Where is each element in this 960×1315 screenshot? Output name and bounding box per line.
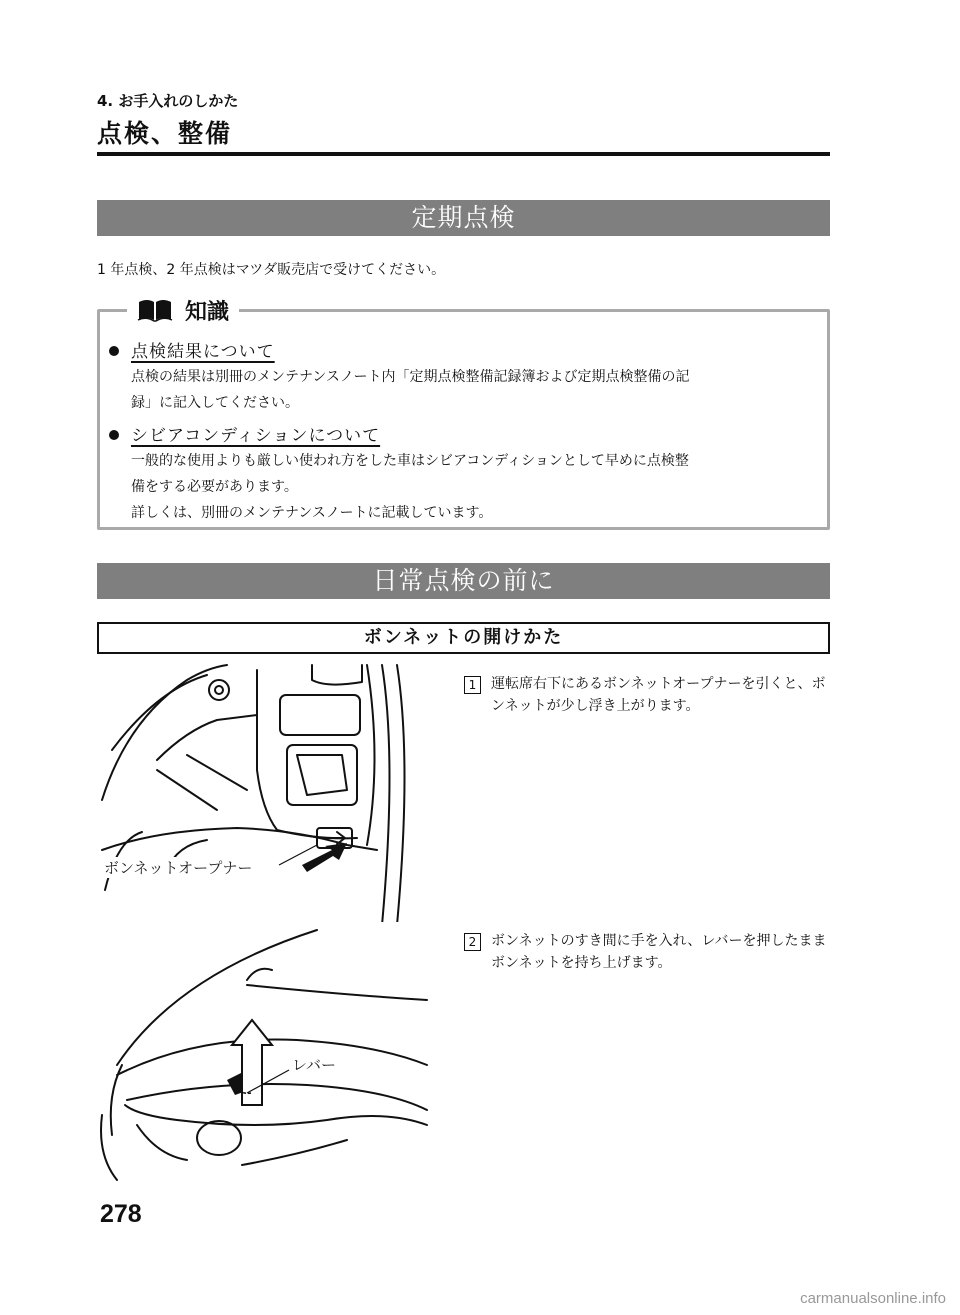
knowledge-header (127, 294, 239, 326)
step-number: 1 (464, 676, 481, 694)
page-title: 点検、整備 (97, 119, 233, 148)
note-item-body: 一般的な使用よりも厳しい使われ方をした車はシビアコンディションとして早めに点検整 備をする必要があります。 詳しくは、別冊のメンテナンスノートに記載しています。 (131, 453, 689, 521)
bonnet-lever-illustration (97, 925, 437, 1183)
bonnet-opener-illustration (97, 660, 442, 922)
note-item-title: シビアコンディションについて (131, 426, 381, 446)
step-1 (464, 673, 834, 717)
bonnet-opening-heading: ボンネットの開けかた (97, 622, 830, 654)
periodic-intro-text: 1 年点検、2 年点検はマツダ販売店で受けてください。 (97, 262, 446, 278)
step-text: ボンネットのすき間に手を入れ、レバーを押したままボンネットを持ち上げます。 (491, 933, 827, 971)
step-2 (464, 930, 834, 974)
lever-label: レバー (292, 1056, 336, 1074)
section-label: 4. お手入れのしかた (97, 92, 239, 110)
note-item-title: 点検結果について (131, 342, 275, 362)
periodic-inspection-banner: 定期点検 (97, 200, 830, 236)
bonnet-opener-label: ボンネットオープナー (104, 859, 253, 877)
watermark-text: carmanualsonline.info (800, 1290, 946, 1307)
daily-inspection-banner: 日常点検の前に (97, 563, 830, 599)
title-rule (97, 152, 830, 156)
step-text: 運転席右下にあるボンネットオープナーを引くと、ボンネットが少し浮き上がります。 (491, 676, 826, 714)
note-item-body: 点検の結果は別冊のメンテナンスノート内「定期点検整備記録簿および定期点検整備の記 録」に記入してください。 (131, 369, 690, 411)
book-icon (137, 298, 173, 322)
bullet-icon (109, 430, 119, 440)
knowledge-label: 知識 (185, 299, 230, 325)
page-number: 278 (100, 1200, 142, 1228)
bullet-icon (109, 346, 119, 356)
step-number: 2 (464, 933, 481, 951)
